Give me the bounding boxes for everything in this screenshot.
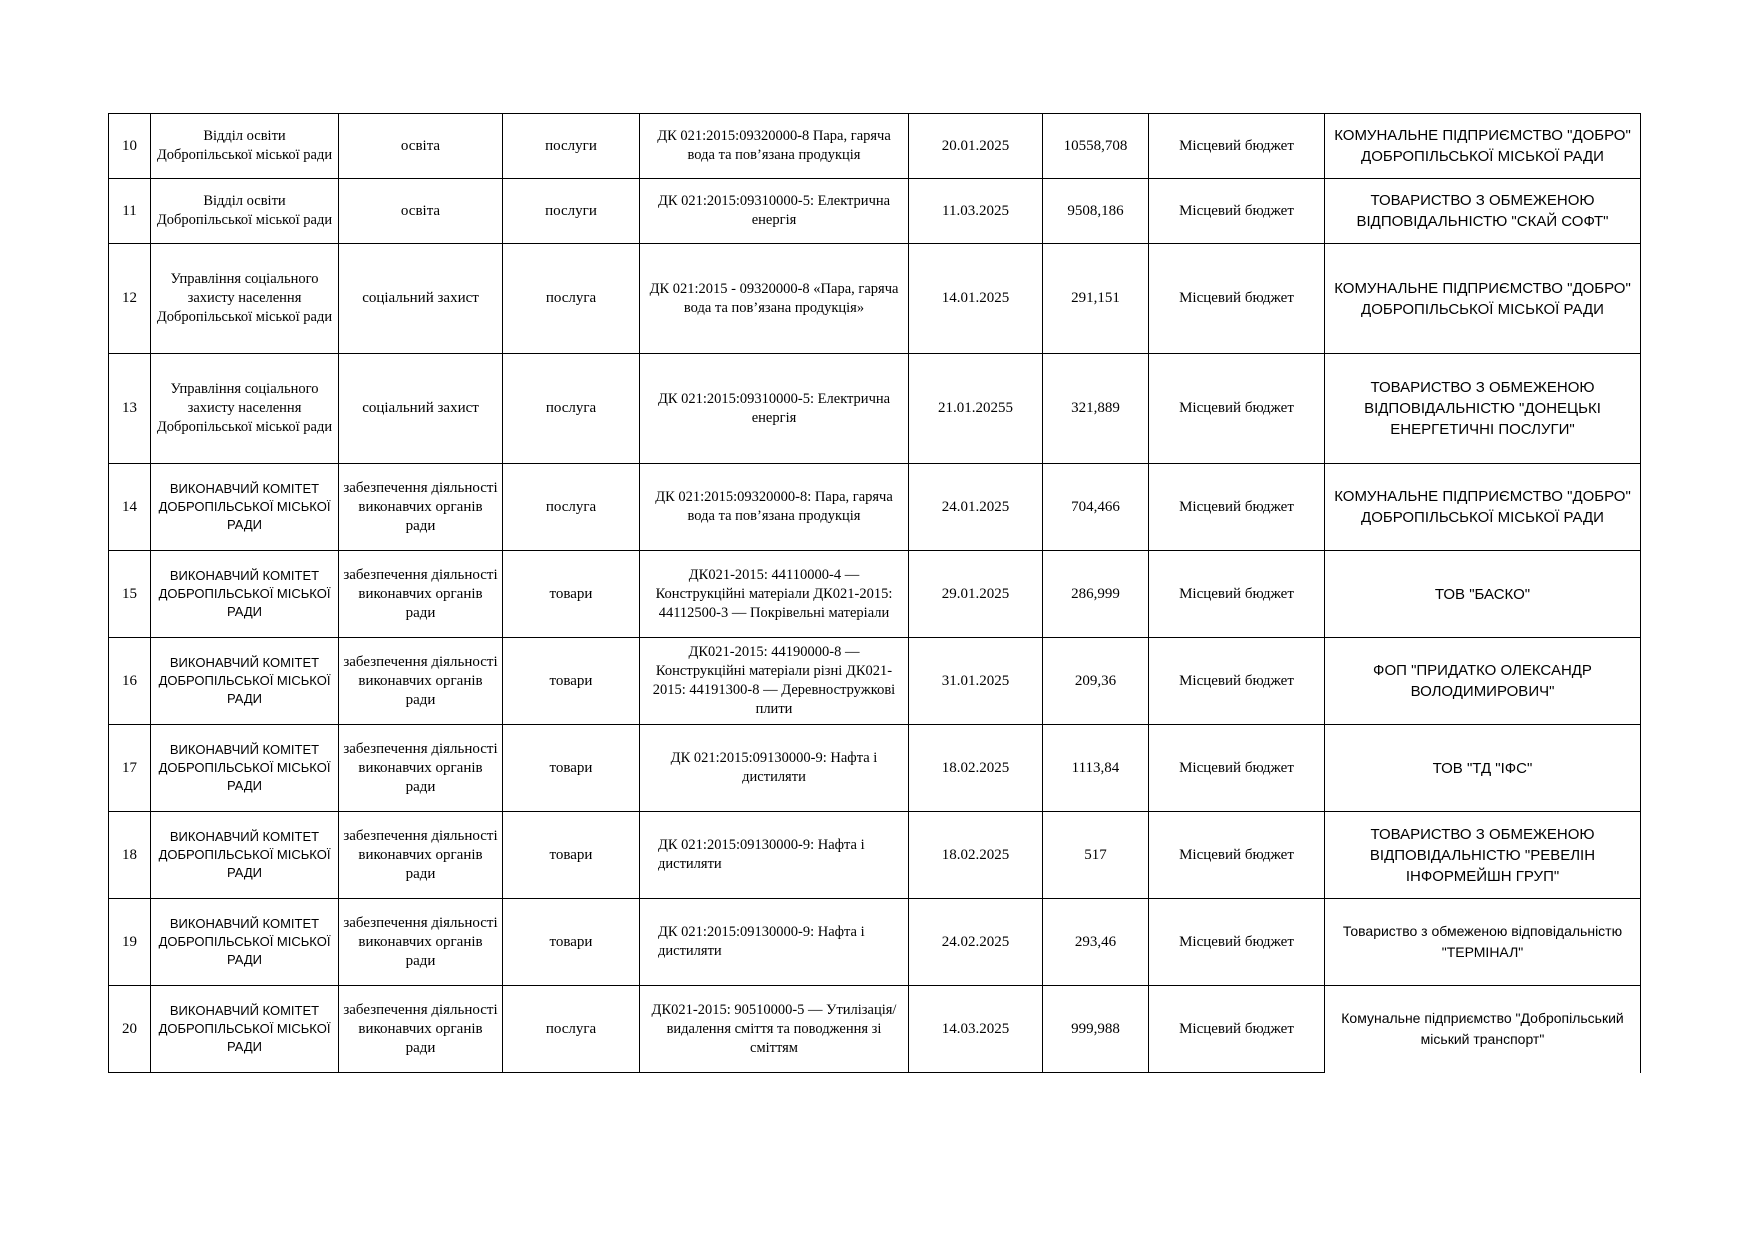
row-number: 16	[109, 638, 151, 725]
procurement-type: послуга	[503, 986, 640, 1073]
procurement-type: товари	[503, 551, 640, 638]
contract-amount: 999,988	[1043, 986, 1149, 1073]
row-number: 11	[109, 179, 151, 244]
contract-date: 20.01.2025	[909, 114, 1043, 179]
sector: соціальний захист	[339, 244, 503, 354]
supplier-name: ТОВАРИСТВО З ОБМЕЖЕНОЮ ВІДПОВІДАЛЬНІСТЮ "РЕВЕЛІН ІНФОРМЕЙШН ГРУП"	[1325, 812, 1641, 899]
cpv-code-subject: ДК021-2015: 44190000-8 — Конструкційні матеріали різні ДК021-2015: 44191300-8 — Деревностружкові плити	[640, 638, 909, 725]
contract-amount: 704,466	[1043, 464, 1149, 551]
table-row	[109, 812, 1641, 899]
sector: забезпечення діяльності виконавчих органів ради	[339, 464, 503, 551]
contract-amount: 286,999	[1043, 551, 1149, 638]
procuring-entity: Управління соціального захисту населення Добропільської міської ради	[151, 354, 339, 464]
sector: забезпечення діяльності виконавчих органів ради	[339, 812, 503, 899]
procurement-type: послуги	[503, 179, 640, 244]
cpv-code-subject: ДК 021:2015:09310000-5: Електрична енергія	[640, 354, 909, 464]
supplier-name: ТОВАРИСТВО З ОБМЕЖЕНОЮ ВІДПОВІДАЛЬНІСТЮ "СКАЙ СОФТ"	[1325, 179, 1641, 244]
funding-source: Місцевий бюджет	[1149, 244, 1325, 354]
supplier-name: Комунальне підприємство "Добропільський міський транспорт"	[1325, 986, 1641, 1073]
table-row	[109, 354, 1641, 464]
cpv-code-subject: ДК 021:2015:09320000-8: Пара, гаряча вода та пов’язана продукція	[640, 464, 909, 551]
procuring-entity: ВИКОНАВЧИЙ КОМІТЕТ ДОБРОПІЛЬСЬКОЇ МІСЬКОЇ РАДИ	[151, 725, 339, 812]
supplier-name: ТОВ "БАСКО"	[1325, 551, 1641, 638]
contract-date: 21.01.20255	[909, 354, 1043, 464]
sector: забезпечення діяльності виконавчих органів ради	[339, 899, 503, 986]
funding-source: Місцевий бюджет	[1149, 114, 1325, 179]
supplier-name: КОМУНАЛЬНЕ ПІДПРИЄМСТВО "ДОБРО" ДОБРОПІЛЬСЬКОЇ МІСЬКОЇ РАДИ	[1325, 244, 1641, 354]
contract-amount: 10558,708	[1043, 114, 1149, 179]
contract-date: 29.01.2025	[909, 551, 1043, 638]
sector: соціальний захист	[339, 354, 503, 464]
table-row	[109, 464, 1641, 551]
table-row	[109, 725, 1641, 812]
procurement-type: товари	[503, 638, 640, 725]
table-row	[109, 114, 1641, 179]
procuring-entity: ВИКОНАВЧИЙ КОМІТЕТ ДОБРОПІЛЬСЬКОЇ МІСЬКОЇ РАДИ	[151, 812, 339, 899]
procuring-entity: Відділ освіти Добропільської міської ради	[151, 179, 339, 244]
procurement-type: товари	[503, 899, 640, 986]
cpv-code-subject: ДК021-2015: 44110000-4 — Конструкційні матеріали ДК021-2015: 44112500-3 — Покрівельні матеріали	[640, 551, 909, 638]
contract-date: 14.01.2025	[909, 244, 1043, 354]
procuring-entity: Управління соціального захисту населення Добропільської міської ради	[151, 244, 339, 354]
cpv-code-subject: ДК 021:2015:09320000-8 Пара, гаряча вода та пов’язана продукція	[640, 114, 909, 179]
contract-amount: 209,36	[1043, 638, 1149, 725]
funding-source: Місцевий бюджет	[1149, 638, 1325, 725]
contract-amount: 293,46	[1043, 899, 1149, 986]
table-row	[109, 179, 1641, 244]
cpv-code-subject: ДК 021:2015:09130000-9: Нафта і дистиляти	[640, 899, 909, 986]
funding-source: Місцевий бюджет	[1149, 899, 1325, 986]
funding-source: Місцевий бюджет	[1149, 551, 1325, 638]
sector: забезпечення діяльності виконавчих органів ради	[339, 986, 503, 1073]
row-number: 15	[109, 551, 151, 638]
supplier-name: ФОП "ПРИДАТКО ОЛЕКСАНДР ВОЛОДИМИРОВИЧ"	[1325, 638, 1641, 725]
procurement-type: товари	[503, 725, 640, 812]
sector: забезпечення діяльності виконавчих органів ради	[339, 551, 503, 638]
procurement-type: послуги	[503, 114, 640, 179]
procurement-type: послуга	[503, 464, 640, 551]
table-row	[109, 551, 1641, 638]
sector: забезпечення діяльності виконавчих органів ради	[339, 638, 503, 725]
row-number: 13	[109, 354, 151, 464]
procurement-table-page	[108, 113, 1641, 1073]
funding-source: Місцевий бюджет	[1149, 179, 1325, 244]
row-number: 12	[109, 244, 151, 354]
funding-source: Місцевий бюджет	[1149, 464, 1325, 551]
cpv-code-subject: ДК 021:2015:09130000-9: Нафта і дистиляти	[640, 725, 909, 812]
table-row	[109, 638, 1641, 725]
contract-amount: 9508,186	[1043, 179, 1149, 244]
supplier-name: Товариство з обмеженою відповідальністю "ТЕРМІНАЛ"	[1325, 899, 1641, 986]
sector: забезпечення діяльності виконавчих органів ради	[339, 725, 503, 812]
procuring-entity: ВИКОНАВЧИЙ КОМІТЕТ ДОБРОПІЛЬСЬКОЇ МІСЬКОЇ РАДИ	[151, 986, 339, 1073]
row-number: 20	[109, 986, 151, 1073]
supplier-name: КОМУНАЛЬНЕ ПІДПРИЄМСТВО "ДОБРО" ДОБРОПІЛЬСЬКОЇ МІСЬКОЇ РАДИ	[1325, 114, 1641, 179]
cpv-code-subject: ДК021-2015: 90510000-5 — Утилізація/видалення сміття та поводження зі сміттям	[640, 986, 909, 1073]
row-number: 17	[109, 725, 151, 812]
contract-amount: 517	[1043, 812, 1149, 899]
contract-date: 24.02.2025	[909, 899, 1043, 986]
contract-date: 11.03.2025	[909, 179, 1043, 244]
row-number: 14	[109, 464, 151, 551]
sector: освіта	[339, 179, 503, 244]
row-number: 10	[109, 114, 151, 179]
funding-source: Місцевий бюджет	[1149, 812, 1325, 899]
contract-amount: 291,151	[1043, 244, 1149, 354]
supplier-name: КОМУНАЛЬНЕ ПІДПРИЄМСТВО "ДОБРО" ДОБРОПІЛЬСЬКОЇ МІСЬКОЇ РАДИ	[1325, 464, 1641, 551]
contract-date: 14.03.2025	[909, 986, 1043, 1073]
funding-source: Місцевий бюджет	[1149, 725, 1325, 812]
procurement-type: послуга	[503, 354, 640, 464]
contract-date: 18.02.2025	[909, 812, 1043, 899]
cpv-code-subject: ДК 021:2015 - 09320000-8 «Пара, гаряча вода та пов’язана продукція»	[640, 244, 909, 354]
procuring-entity: Відділ освіти Добропільської міської ради	[151, 114, 339, 179]
procurement-type: послуга	[503, 244, 640, 354]
procuring-entity: ВИКОНАВЧИЙ КОМІТЕТ ДОБРОПІЛЬСЬКОЇ МІСЬКОЇ РАДИ	[151, 899, 339, 986]
table-row	[109, 244, 1641, 354]
cpv-code-subject: ДК 021:2015:09310000-5: Електрична енергія	[640, 179, 909, 244]
contract-amount: 1113,84	[1043, 725, 1149, 812]
contract-date: 31.01.2025	[909, 638, 1043, 725]
supplier-name: ТОВ "ТД "ІФС"	[1325, 725, 1641, 812]
row-number: 19	[109, 899, 151, 986]
row-number: 18	[109, 812, 151, 899]
cpv-code-subject: ДК 021:2015:09130000-9: Нафта і дистиляти	[640, 812, 909, 899]
contract-date: 24.01.2025	[909, 464, 1043, 551]
supplier-name: ТОВАРИСТВО З ОБМЕЖЕНОЮ ВІДПОВІДАЛЬНІСТЮ "ДОНЕЦЬКІ ЕНЕРГЕТИЧНІ ПОСЛУГИ"	[1325, 354, 1641, 464]
funding-source: Місцевий бюджет	[1149, 986, 1325, 1073]
procuring-entity: ВИКОНАВЧИЙ КОМІТЕТ ДОБРОПІЛЬСЬКОЇ МІСЬКОЇ РАДИ	[151, 638, 339, 725]
procuring-entity: ВИКОНАВЧИЙ КОМІТЕТ ДОБРОПІЛЬСЬКОЇ МІСЬКОЇ РАДИ	[151, 551, 339, 638]
procurement-type: товари	[503, 812, 640, 899]
table-row	[109, 986, 1641, 1073]
procurement-table	[108, 113, 1641, 1073]
sector: освіта	[339, 114, 503, 179]
table-row	[109, 899, 1641, 986]
contract-amount: 321,889	[1043, 354, 1149, 464]
contract-date: 18.02.2025	[909, 725, 1043, 812]
procuring-entity: ВИКОНАВЧИЙ КОМІТЕТ ДОБРОПІЛЬСЬКОЇ МІСЬКОЇ РАДИ	[151, 464, 339, 551]
funding-source: Місцевий бюджет	[1149, 354, 1325, 464]
